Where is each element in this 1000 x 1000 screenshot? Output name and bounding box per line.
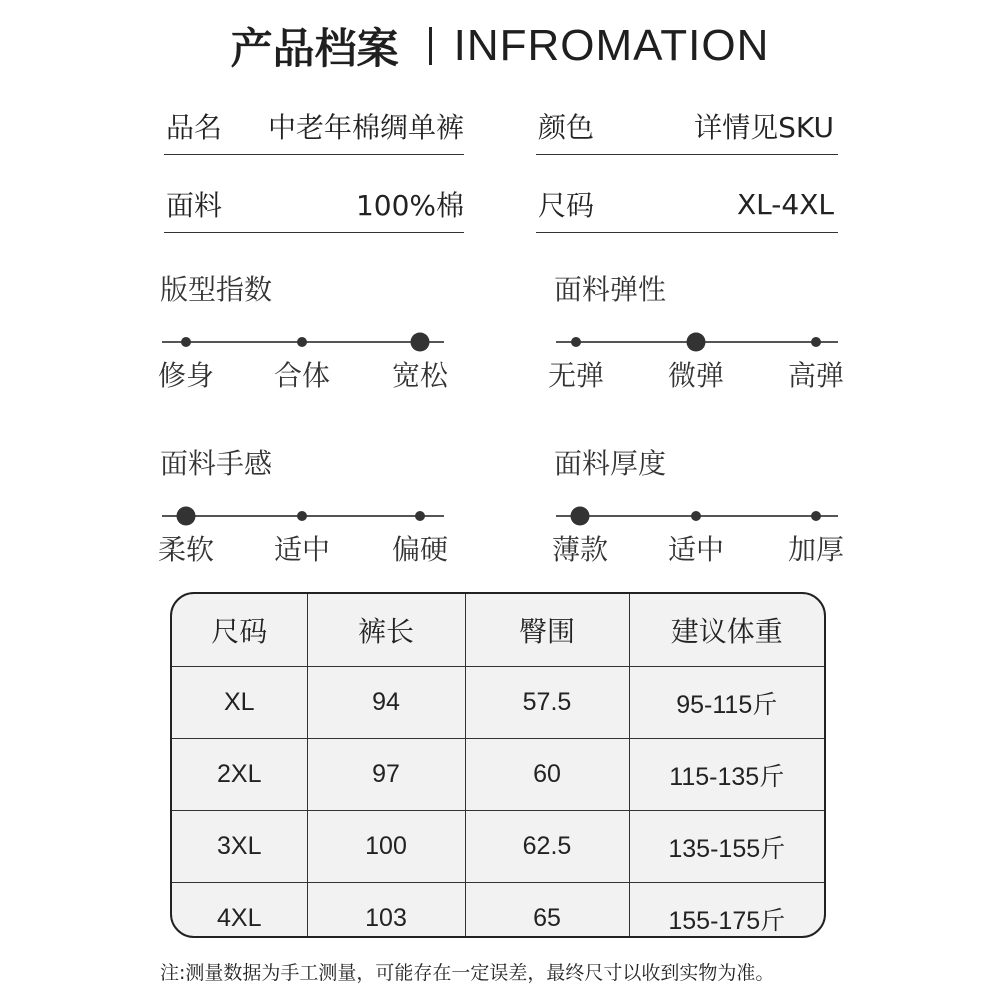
info-row-name [164,98,464,155]
table-cell: 97 [307,739,465,811]
info-row-size [536,176,838,233]
scale-label: 宽松 [391,359,449,392]
info-value: 100%棉 [355,189,464,222]
scale-dot [415,511,425,521]
table-cell: 2XL [172,739,307,811]
table-cell: 57.5 [465,667,629,739]
table-cell: 115-135斤 [629,739,824,811]
size-table [170,592,826,938]
scale-label: 微弹 [667,359,725,392]
info-key: 品名 [166,111,223,144]
table-cell: 60 [465,739,629,811]
table-cell: XL [172,667,307,739]
scale-dot [811,337,821,347]
table-cell: 65 [465,883,629,939]
scale-dot [811,511,821,521]
scale-dot [181,337,191,347]
info-key: 面料 [166,189,223,222]
table-header: 裤长 [307,594,465,667]
scale-dot [297,337,307,347]
scale-label: 合体 [273,359,331,392]
scale-title: 面料手感 [160,447,273,480]
title-separator [429,27,432,65]
scale-label: 无弹 [547,359,605,392]
info-key: 颜色 [538,111,595,144]
scale-dot-selected [411,333,430,352]
table-header: 臀围 [465,594,629,667]
scale-label: 高弹 [787,359,845,392]
info-value: 详情见SKU [694,111,834,144]
table-row [172,811,824,883]
title-cn: 产品档案 [230,24,399,73]
info-row-color [536,98,838,155]
scale-label: 适中 [273,533,331,566]
scale-dot [571,337,581,347]
table-cell: 100 [307,811,465,883]
table-cell: 3XL [172,811,307,883]
table-row [172,739,824,811]
scale-label: 偏硬 [391,533,449,566]
title-en: INFROMATION [453,21,770,70]
scale-dot-selected [177,507,196,526]
table-header: 尺码 [172,594,307,667]
scale-label: 加厚 [787,533,845,566]
info-row-fabric [164,176,464,233]
table-header-row [172,594,824,667]
table-cell: 4XL [172,883,307,939]
info-value: 中老年棉绸单裤 [267,111,464,144]
scale-dot [297,511,307,521]
info-key: 尺码 [538,189,595,222]
scale-dot [691,511,701,521]
scale-dot-selected [687,333,706,352]
info-value: XL-4XL [737,187,834,221]
table-cell: 94 [307,667,465,739]
scale-dot-selected [571,507,590,526]
table-header: 建议体重 [629,594,824,667]
scale-title: 版型指数 [160,273,273,306]
table-cell: 155-175斤 [668,906,786,935]
measurement-note: 注:测量数据为手工测量，可能存在一定误差，最终尺寸以收到实物为准。 [160,962,775,984]
table-row [172,667,824,739]
table-cell: 62.5 [465,811,629,883]
scale-title: 面料弹性 [554,273,667,306]
scale-title: 面料厚度 [554,447,667,480]
scale-label: 柔软 [157,533,215,566]
table-cell: 103 [307,883,465,939]
page-title [0,14,1000,78]
scale-label: 修身 [157,359,215,392]
scale-label: 适中 [667,533,725,566]
table-row [172,883,824,939]
table-cell: 95-115斤 [629,667,824,739]
scale-label: 薄款 [551,533,609,566]
table-cell: 135-155斤 [629,811,824,883]
